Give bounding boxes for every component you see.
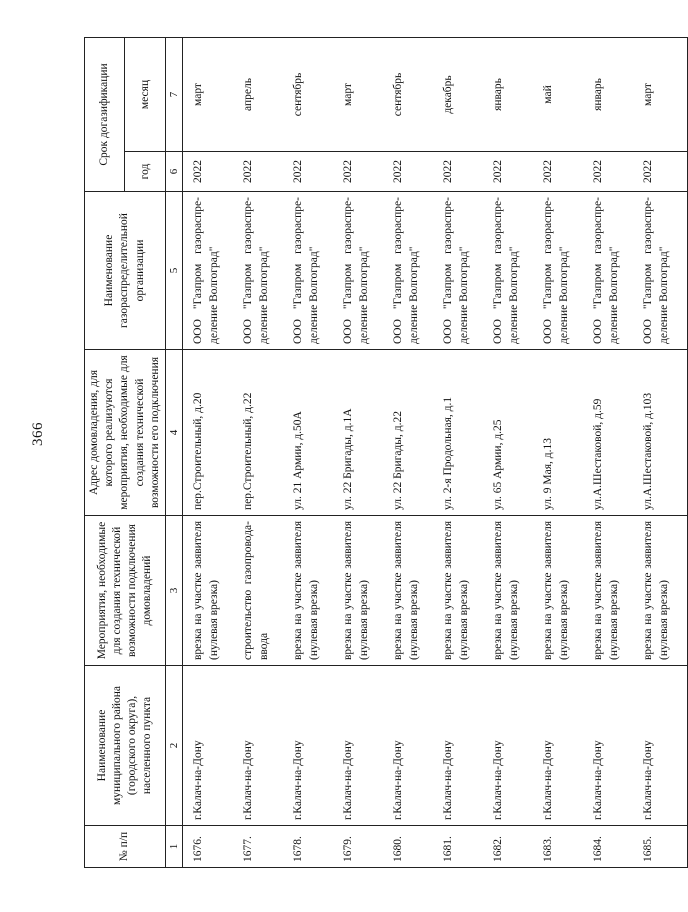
event-cell: врезка на участке заявителя (нулевая врезка): [283, 516, 333, 666]
district-cell: г.Калач-на-Дону: [633, 666, 688, 826]
column-number: 7: [165, 38, 183, 152]
table-row: [433, 38, 483, 868]
year-cell: 2022: [483, 152, 533, 192]
month-cell: сентябрь: [383, 38, 433, 152]
month-cell: май: [533, 38, 583, 152]
organization-cell: ООО "Газпром газораспре-деление Волгоград": [633, 192, 688, 350]
month-cell: декабрь: [433, 38, 483, 152]
row-number: 1679.: [333, 826, 383, 868]
address-cell: ул. 2-я Продольная, д.1: [433, 350, 483, 516]
table-row: [483, 38, 533, 868]
month-cell: апрель: [233, 38, 283, 152]
event-cell: врезка на участке заявителя (нулевая врезка): [633, 516, 688, 666]
organization-cell: ООО "Газпром газораспре-деление Волгоград": [433, 192, 483, 350]
event-cell: строительство газопровода-ввода: [233, 516, 283, 666]
table-row: [533, 38, 583, 868]
header-month: месяц: [125, 38, 165, 152]
event-cell: врезка на участке заявителя (нулевая врезка): [583, 516, 633, 666]
district-cell: г.Калач-на-Дону: [233, 666, 283, 826]
month-cell: март: [183, 38, 234, 152]
address-cell: ул. 65 Армии, д.25: [483, 350, 533, 516]
column-number: 5: [165, 192, 183, 350]
column-number: 1: [165, 826, 183, 868]
year-cell: 2022: [433, 152, 483, 192]
organization-cell: ООО "Газпром газораспре-деление Волгоград": [233, 192, 283, 350]
address-cell: ул. 22 Бригады, д.22: [383, 350, 433, 516]
year-cell: 2022: [633, 152, 688, 192]
district-cell: г.Калач-на-Дону: [483, 666, 533, 826]
district-cell: г.Калач-на-Дону: [283, 666, 333, 826]
address-cell: ул.А.Шестаковой, д.103: [633, 350, 688, 516]
header-year: год: [125, 152, 165, 192]
address-cell: ул. 21 Армии, д.50А: [283, 350, 333, 516]
row-number: 1683.: [533, 826, 583, 868]
year-cell: 2022: [583, 152, 633, 192]
table-row: [333, 38, 383, 868]
event-cell: врезка на участке заявителя (нулевая врезка): [183, 516, 234, 666]
year-cell: 2022: [183, 152, 234, 192]
event-cell: врезка на участке заявителя (нулевая врезка): [483, 516, 533, 666]
address-cell: пер.Строительный, д.22: [233, 350, 283, 516]
year-cell: 2022: [283, 152, 333, 192]
district-cell: г.Калач-на-Дону: [533, 666, 583, 826]
column-number: 2: [165, 666, 183, 826]
table-body: [183, 38, 688, 868]
organization-cell: ООО "Газпром газораспре-деление Волгоград": [583, 192, 633, 350]
organization-cell: ООО "Газпром газораспре-деление Волгоград": [183, 192, 234, 350]
district-cell: г.Калач-на-Дону: [383, 666, 433, 826]
organization-cell: ООО "Газпром газораспре-деление Волгоград": [383, 192, 433, 350]
header-num: № п/п: [85, 826, 166, 868]
district-cell: г.Калач-на-Дону: [183, 666, 234, 826]
organization-cell: ООО "Газпром газораспре-деление Волгоград": [283, 192, 333, 350]
column-number: 6: [165, 152, 183, 192]
month-cell: январь: [583, 38, 633, 152]
address-cell: пер.Строительный, д.20: [183, 350, 234, 516]
column-number: 4: [165, 350, 183, 516]
table-row: [283, 38, 333, 868]
address-cell: ул. 22 Бригады, д.1А: [333, 350, 383, 516]
table-row: [383, 38, 433, 868]
district-cell: г.Калач-на-Дону: [433, 666, 483, 826]
year-cell: 2022: [383, 152, 433, 192]
month-cell: январь: [483, 38, 533, 152]
organization-cell: ООО "Газпром газораспре-деление Волгоград": [333, 192, 383, 350]
event-cell: врезка на участке заявителя (нулевая врезка): [333, 516, 383, 666]
event-cell: врезка на участке заявителя (нулевая врезка): [533, 516, 583, 666]
table-row: [633, 38, 688, 868]
table-row: [183, 38, 234, 868]
district-cell: г.Калач-на-Дону: [583, 666, 633, 826]
organization-cell: ООО "Газпром газораспре-деление Волгоград": [533, 192, 583, 350]
event-cell: врезка на участке заявителя (нулевая врезка): [433, 516, 483, 666]
header-address: Адрес домовладения, для которого реализуются мероприятия, необходимые для создания технической возможности его подключения: [85, 350, 166, 516]
column-number: 3: [165, 516, 183, 666]
month-cell: март: [333, 38, 383, 152]
row-number: 1678.: [283, 826, 333, 868]
header-event: Мероприятия, необходимые для создания технической возможности подключения домовладений: [85, 516, 166, 666]
row-number: 1680.: [383, 826, 433, 868]
row-number: 1681.: [433, 826, 483, 868]
header-row-1: [85, 38, 125, 868]
table-row: [583, 38, 633, 868]
rotated-table-container: [84, 38, 670, 868]
column-number-row: [165, 38, 183, 868]
table-row: [233, 38, 283, 868]
district-cell: г.Калач-на-Дону: [333, 666, 383, 826]
address-cell: ул.А.Шестаковой, д.59: [583, 350, 633, 516]
row-number: 1682.: [483, 826, 533, 868]
header-term: Срок догазификации: [85, 38, 125, 192]
header-org: Наименование газораспределительной организации: [85, 192, 166, 350]
row-number: 1677.: [233, 826, 283, 868]
organization-cell: ООО "Газпром газораспре-деление Волгоград": [483, 192, 533, 350]
gasification-table: [84, 37, 688, 868]
address-cell: ул. 9 Мая, д.13: [533, 350, 583, 516]
row-number: 1676.: [183, 826, 234, 868]
month-cell: март: [633, 38, 688, 152]
year-cell: 2022: [533, 152, 583, 192]
row-number: 1685.: [633, 826, 688, 868]
year-cell: 2022: [233, 152, 283, 192]
header-district: Наименование муниципального района (городского округа), населенного пункта: [85, 666, 166, 826]
year-cell: 2022: [333, 152, 383, 192]
row-number: 1684.: [583, 826, 633, 868]
month-cell: сентябрь: [283, 38, 333, 152]
event-cell: врезка на участке заявителя (нулевая врезка): [383, 516, 433, 666]
page-number: 366: [30, 422, 46, 446]
